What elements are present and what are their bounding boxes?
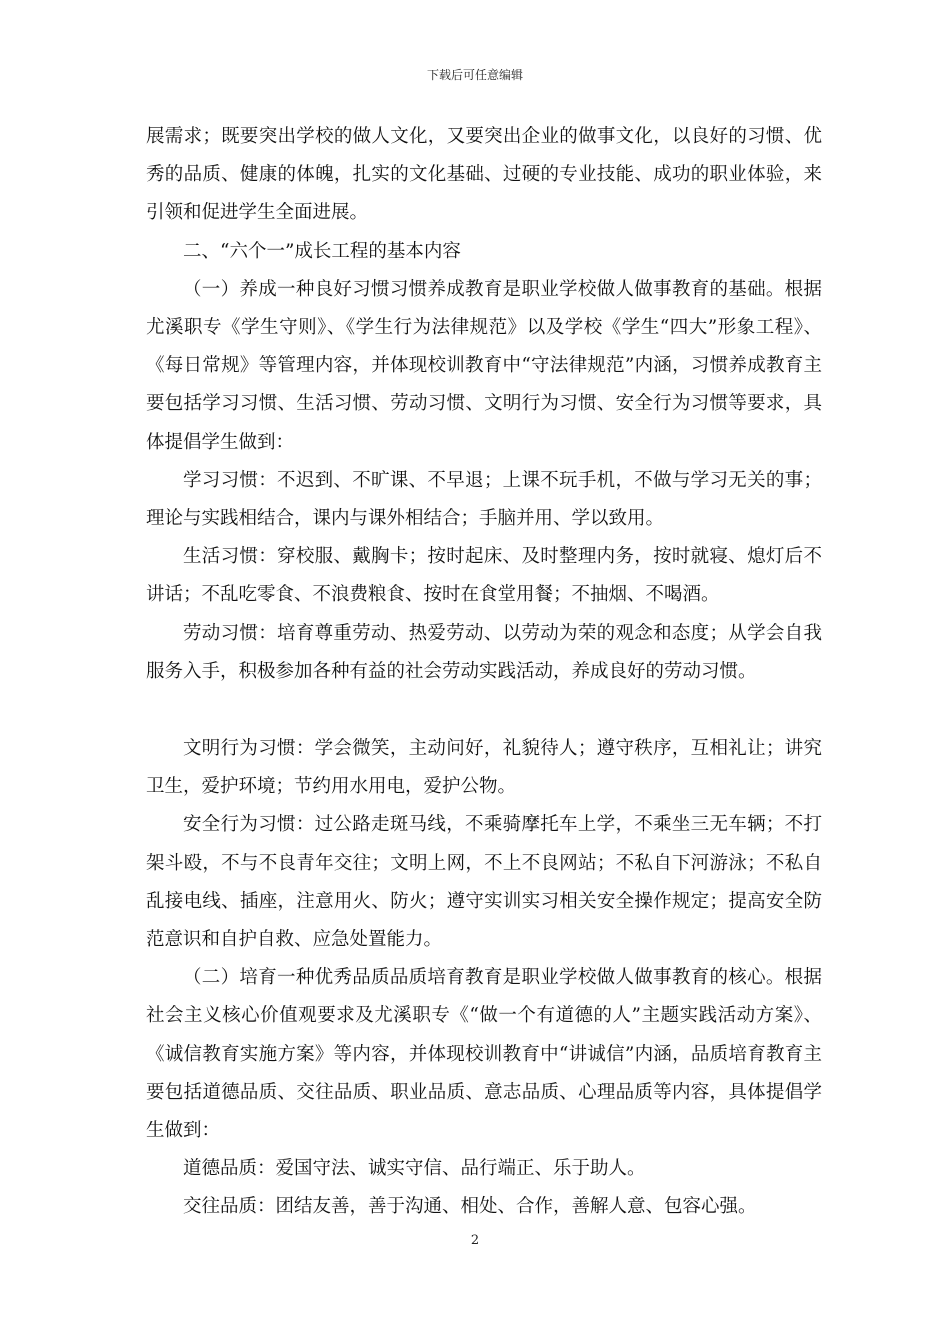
page-number: 2 [470,1233,480,1248]
paragraph-moral-quality: 道德品质：爱国守法、诚实守信、品行端正、乐于助人。 [183,1158,646,1180]
paragraph-life-habit: 生活习惯：穿校服、戴胸卡；按时起床、及时整理内务，按时就寝、熄灯后不讲话；不乱吃零食、不浪费粮食、按时在食堂用餐；不抽烟、不喝酒。 [146,546,822,606]
paragraph-continuation: 展需求；既要突出学校的做人文化，又要突出企业的做事文化，以良好的习惯、优秀的品质、健康的体魄，扎实的文化基础、过硬的专业技能、成功的职业体验，来引领和促进学生全面进展。 [146,126,822,224]
section-heading: 二、“六个一”成长工程的基本内容 [183,240,461,262]
page-header-note: 下载后可任意编辑 [426,68,523,82]
paragraph-study-habit: 学习习惯：不迟到、不旷课、不早退；上课不玩手机，不做与学习无关的事；理论与实践相结合，课内与课外相结合；手脑并用、学以致用。 [146,469,822,530]
paragraph-spacer [146,691,822,730]
paragraph-social-quality: 交往品质：团结友善，善于沟通、相处、合作，善解人意、包容心强。 [183,1196,757,1218]
paragraph-quality-intro: （二）培育一种优秀品质品质培育教育是职业学校做人做事教育的核心。根据社会主义核心价值观要求及尤溪职专《“做一个有道德的人”主题实践活动方案》、《诚信教育实施方案》等内容，并体现校训教育中“讲诚信”内涵，品质培育教育主要包括道德品质、交往品质、职业品质、意志品质、心理品质等内容，具体提倡学生做到： [146,967,822,1142]
document-body [146,118,822,1227]
paragraph-safety-habit: 安全行为习惯：过公路走斑马线，不乘骑摩托车上学，不乘坐三无车辆；不打架斗殴，不与不良青年交往；文明上网，不上不良网站；不私自下河游泳；不私自乱接电线、插座，注意用火、防火；遵守实训实习相关安全操作规定；提高安全防范意识和自护自救、应急处置能力。 [146,814,822,951]
paragraph-habit-intro: （一）养成一种良好习惯习惯养成教育是职业学校做人做事教育的基础。根据尤溪职专《学生守则》、《学生行为法律规范》以及学校《学生“四大”形象工程》、《每日常规》等管理内容，并体现校训教育中“守法律规范”内涵，习惯养成教育主要包括学习习惯、生活习惯、劳动习惯、文明行为习惯、安全行为习惯等要求，具体提倡学生做到： [146,278,822,453]
paragraph-civil-habit: 文明行为习惯：学会微笑，主动问好，礼貌待人；遵守秩序，互相礼让；讲究卫生，爱护环境；节约用水用电，爱护公物。 [146,738,822,798]
paragraph-labor-habit: 劳动习惯：培育尊重劳动、热爱劳动、以劳动为荣的观念和态度；从学会自我服务入手，积极参加各种有益的社会劳动实践活动，养成良好的劳动习惯。 [146,622,822,682]
